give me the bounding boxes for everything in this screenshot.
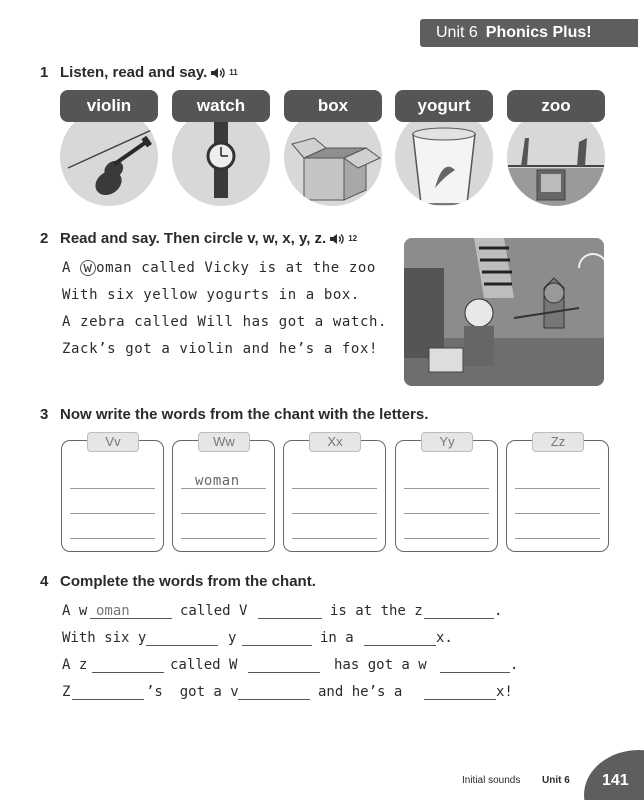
chant-line-start: Zack’s got a violin and he’s a fox! — [62, 341, 379, 357]
audio-track[interactable] — [211, 67, 237, 79]
write-line — [404, 488, 489, 489]
write-line — [515, 538, 600, 539]
chant-line-start: A zebra called Will has got a watch. — [62, 314, 388, 330]
text-segment: in a — [320, 630, 354, 646]
filled-answer: oman — [96, 603, 130, 619]
section-instruction: Read and say. Then circle v, w, x, y, z. — [60, 230, 327, 247]
write-line — [181, 538, 266, 539]
chant-line — [62, 282, 387, 309]
example-word: woman — [195, 473, 240, 489]
picture-card-yogurt — [395, 90, 493, 220]
answer-blank[interactable] — [238, 699, 310, 700]
write-box-z[interactable] — [506, 440, 609, 552]
section-instruction: Complete the words from the chant. — [60, 573, 316, 590]
chant-line-end: oman called Vicky is at the zoo — [96, 260, 376, 276]
speaker-icon — [211, 67, 227, 79]
chant-line-start: With six yellow yogurts in a box. — [62, 287, 360, 303]
picture-label: watch — [172, 90, 270, 122]
text-segment: has got a w — [334, 657, 427, 673]
text-segment: y — [228, 630, 237, 646]
text-segment: and he’s a — [318, 684, 403, 700]
text-segment: x! — [496, 684, 513, 700]
answer-blank[interactable] — [364, 645, 436, 646]
write-line — [181, 513, 266, 514]
answer-blank[interactable] — [258, 618, 322, 619]
text-segment: Z — [62, 684, 71, 700]
section-instruction: Now write the words from the chant with the letters. — [60, 406, 429, 423]
write-line — [292, 538, 377, 539]
violin-picture — [60, 108, 158, 206]
answer-blank[interactable] — [440, 672, 510, 673]
letter-tab-v: Vv — [87, 432, 139, 452]
text-segment: A z — [62, 657, 88, 673]
answer-blank[interactable] — [424, 618, 494, 619]
write-box-y[interactable] — [395, 440, 498, 552]
zoo-scene-illustration — [404, 238, 604, 386]
page-number: 141 — [602, 772, 629, 789]
picture-card-zoo — [507, 90, 605, 220]
picture-label: yogurt — [395, 90, 493, 122]
section-2-heading — [40, 230, 357, 247]
section-3-heading — [40, 406, 428, 423]
picture-label: box — [284, 90, 382, 122]
text-segment: called V — [180, 603, 248, 619]
chant-text — [62, 255, 387, 363]
write-line — [70, 538, 155, 539]
picture-card-box — [284, 90, 382, 220]
circled-letter[interactable]: w — [80, 260, 96, 276]
write-line — [292, 488, 377, 489]
yogurt-picture — [395, 108, 493, 206]
unit-label: Unit 6 — [436, 24, 478, 41]
letter-tab-z: Zz — [532, 432, 584, 452]
section-1-heading — [40, 64, 238, 81]
footer-unit: Unit 6 — [542, 775, 570, 786]
chant-line — [62, 255, 387, 282]
footer-topic: Initial sounds — [462, 775, 521, 786]
write-box-w[interactable] — [172, 440, 275, 552]
write-line — [515, 488, 600, 489]
page-number-tab — [584, 750, 644, 800]
section-number: 4 — [40, 573, 49, 590]
watch-picture — [172, 108, 270, 206]
picture-label: zoo — [507, 90, 605, 122]
box-picture — [284, 108, 382, 206]
unit-banner — [420, 19, 638, 47]
write-box-v[interactable] — [61, 440, 164, 552]
text-segment: . — [510, 657, 519, 673]
text-segment: With six y — [62, 630, 147, 646]
answer-blank[interactable] — [242, 645, 312, 646]
text-segment: x. — [436, 630, 453, 646]
answer-blank[interactable] — [72, 699, 144, 700]
track-number: 11 — [229, 68, 238, 77]
letter-tab-w: Ww — [198, 432, 250, 452]
zoo-picture — [507, 108, 605, 206]
section-number: 1 — [40, 64, 49, 81]
answer-blank[interactable] — [90, 618, 172, 619]
page-title: Phonics Plus! — [485, 24, 592, 41]
track-number: 12 — [348, 234, 358, 243]
text-segment: A w — [62, 603, 88, 619]
speaker-icon — [330, 233, 346, 245]
write-line — [181, 488, 266, 489]
answer-blank[interactable] — [146, 645, 218, 646]
chant-line — [62, 336, 387, 363]
chant-line — [62, 309, 387, 336]
section-number: 2 — [40, 230, 49, 247]
section-number: 3 — [40, 406, 49, 423]
letter-tab-x: Xx — [309, 432, 361, 452]
letter-tab-y: Yy — [421, 432, 473, 452]
answer-blank[interactable] — [248, 672, 320, 673]
answer-blank[interactable] — [424, 699, 496, 700]
write-line — [292, 513, 377, 514]
picture-label: violin — [60, 90, 158, 122]
picture-card-watch — [172, 90, 270, 220]
audio-track[interactable] — [330, 233, 357, 245]
text-segment: . — [494, 603, 503, 619]
write-line — [404, 538, 489, 539]
write-box-x[interactable] — [283, 440, 386, 552]
text-segment: ’s got a v — [146, 684, 239, 700]
write-line — [404, 513, 489, 514]
picture-card-violin — [60, 90, 158, 220]
write-line — [70, 513, 155, 514]
chant-line-start: A — [62, 260, 81, 276]
text-segment: is at the z — [330, 603, 423, 619]
section-instruction: Listen, read and say. — [60, 64, 208, 81]
text-segment: called W — [170, 657, 238, 673]
write-line — [515, 513, 600, 514]
section-4-heading — [40, 573, 316, 590]
answer-blank[interactable] — [92, 672, 164, 673]
write-line — [70, 488, 155, 489]
